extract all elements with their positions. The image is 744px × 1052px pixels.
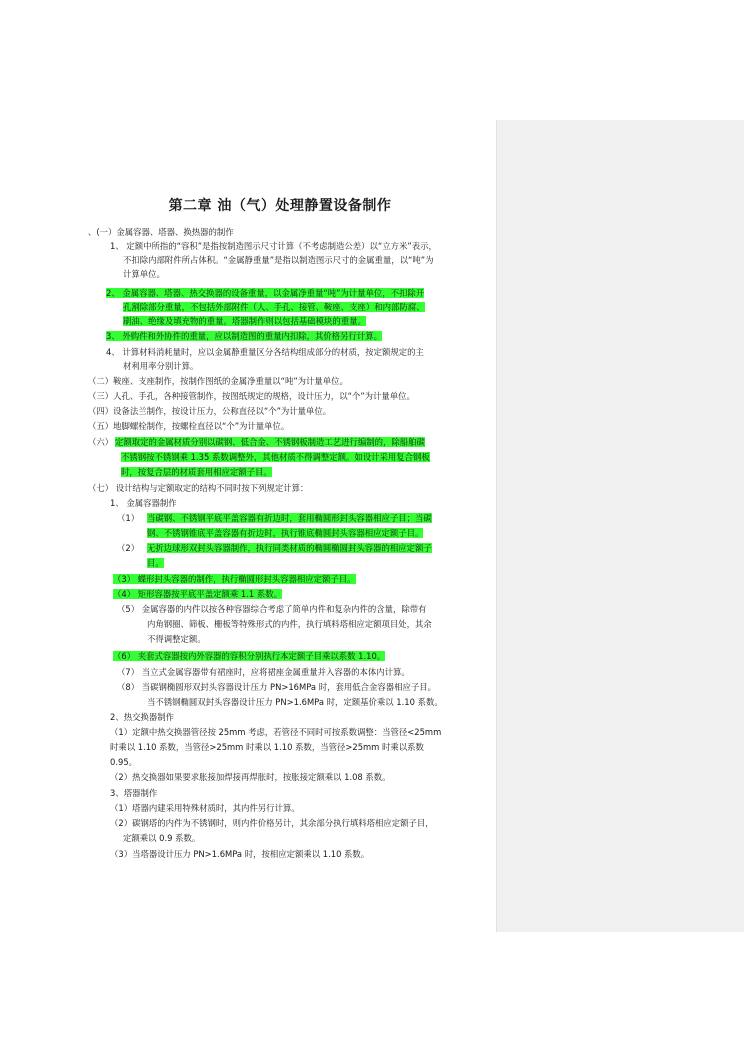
line-text: （三）人孔、手孔，各种接管制作，按图纸规定的规格，设计压力，以“个”为计量单位。: [88, 391, 415, 401]
text-line: [147, 697, 443, 708]
text-line: [88, 437, 113, 448]
line-text: 时乘以 1.10 系数，当管径>25mm 时乘以 1.10 系数，当管径>25mm 时乘以系数: [110, 742, 424, 752]
highlighted-text: 孔割除部分重量，不包括外部附件（人、手孔、接管、鞍座、支座）和内部防腐、: [123, 302, 425, 312]
text-line: [110, 727, 441, 738]
line-text: （七） 设计结构与定额取定的结构不同时按下列规定计算：: [88, 483, 309, 493]
text-line: [147, 558, 164, 569]
line-text: （7） 当立式金属容器带有裙座时，应将裙座金属重量并入容器的本体内计算。: [117, 667, 410, 677]
line-text: （二）鞍座、支座制作，按制作图纸的金属净重量以“吨”为计量单位。: [88, 376, 348, 386]
text-line: [110, 803, 300, 814]
text-line: [117, 513, 139, 524]
text-line: [113, 589, 282, 600]
line-text: （2）热交换器如果要求胀接加焊接再焊胀时，按胀接定额乘以 1.08 系数。: [110, 772, 391, 782]
text-line: [110, 788, 157, 799]
line-text: 不扣除内部附件所占体积。“金属静重量”是指以制造图示尺寸的金属重量，以“吨”为: [123, 255, 434, 265]
text-line: [110, 818, 434, 829]
text-line: [106, 288, 424, 299]
text-line: [123, 302, 425, 313]
text-line: [117, 682, 436, 693]
text-line: [113, 574, 356, 585]
line-text: 0.95。: [110, 757, 138, 767]
text-line: [123, 833, 200, 844]
highlighted-text: 钢、不锈钢锥底平盖容器有折边时，执行锥底椭圆封头容器相应定额子目。: [147, 528, 424, 538]
text-line: [88, 227, 234, 238]
text-line: [110, 498, 177, 509]
text-line: [88, 421, 289, 432]
line-text: 3、塔器制作: [110, 788, 158, 798]
text-line: [147, 528, 423, 539]
text-line: [106, 347, 424, 358]
text-line: [123, 269, 165, 280]
text-line: [117, 604, 427, 615]
text-line: [110, 849, 369, 860]
line-text: 2、热交换器制作: [110, 712, 174, 722]
line-text: （8） 当碳钢椭圆形双封头容器设计压力 PN>16MPa 时，套用低合金容器相应子目。: [117, 682, 436, 692]
text-line: [88, 483, 308, 494]
text-line: [106, 331, 382, 342]
text-line: [123, 255, 433, 266]
line-text: 1、 定额中所指的“容积”是指按制造图示尺寸计算（不考虑制造公差）以“立方米”表示，: [110, 241, 437, 251]
text-line: [147, 619, 432, 630]
text-line: [88, 406, 331, 417]
text-line: [110, 742, 424, 753]
text-line: [121, 452, 430, 463]
highlighted-text: 3、 外购件和外协件的重量，应以制造图的重量内扣除，其价格另行计算。: [106, 331, 382, 341]
chapter-title: 第二章 油（气）处理静置设备制作: [168, 198, 392, 214]
text-line: [88, 376, 348, 387]
text-line: [117, 543, 139, 554]
line-text: 材利用率分别计算。: [123, 361, 199, 371]
line-text: （2）: [117, 543, 140, 553]
line-text: 定额乘以 0.9 系数。: [123, 833, 201, 843]
highlighted-text: 2、 金属容器、塔器、热交换器的设备重量，以金属净重量“吨”为计量单位，不扣除开: [106, 288, 425, 298]
line-text: （2）碳钢塔的内件为不锈钢时，则内件价格另计，其余部分执行填料塔相应定额子目，: [110, 818, 434, 828]
text-line: [115, 437, 425, 448]
highlighted-text: 时，按复合层的材质套用相应定额子目。: [121, 467, 272, 477]
highlighted-text: 当碳钢、不锈钢平底平盖容器有折边时，套用椭圆形封头容器相应子目；当碳: [147, 513, 432, 523]
line-text: （四）设备法兰制作，按设计压力，公称直径以“个”为计量单位。: [88, 406, 332, 416]
text-line: [147, 634, 206, 645]
line-text: （5） 金属容器的内件以按各种容器综合考虑了简单内件和复杂内件的含量，除带有: [117, 604, 427, 614]
text-line: [88, 391, 415, 402]
line-text: （3）当塔器设计压力 PN>1.6MPa 时，按相应定额乘以 1.10 系数。: [110, 849, 370, 859]
highlighted-text: （3） 蝶形封头容器的制作，执行椭圆形封头容器相应定额子目。: [113, 574, 356, 584]
highlighted-text: 目。: [147, 558, 164, 568]
text-line: [110, 772, 391, 783]
text-line: [113, 651, 385, 662]
line-text: （1）塔器内建采用特殊材质时，其内件另行计算。: [110, 803, 300, 813]
line-text: 当不锈钢椭圆双封头容器设计压力 PN>1.6MPa 时，定额基价乘以 1.10 系数。: [147, 697, 443, 707]
line-text: （1）定额中热交换器管径按 25mm 考虑，若管径不同时可按系数调整：当管径<25mm: [110, 727, 442, 737]
highlighted-text: 刷油、绝缘及填充物的重量。塔器制作则以包括基础模块的重量。: [123, 316, 366, 326]
text-line: [121, 467, 272, 478]
highlighted-text: （6） 夹套式容器按内外容器的容积分别执行本定额子目乘以系数 1.10。: [113, 651, 386, 661]
text-line: [110, 757, 137, 768]
highlighted-text: 不锈钢按不锈钢乘 1.35 系数调整外，其他材质不得调整定额。如设计采用复合钢板: [121, 452, 430, 462]
text-line: [147, 543, 432, 554]
text-line: [110, 712, 174, 723]
highlighted-text: 无折边球形双封头容器制作，执行同类材质的椭圆椭圆封头容器的相应定额子: [147, 543, 432, 553]
line-text: 、(一）金属容器、塔器、换热器的制作: [88, 227, 234, 237]
line-text: （五）地脚螺栓制作，按螺栓直径以“个”为计量单位。: [88, 421, 290, 431]
line-text: 4、 计算材料消耗量时，应以金属静重量区分各结构组成部分的材质，按定额规定的主: [106, 347, 424, 357]
line-text: （六）: [88, 437, 114, 447]
comment-markup-pane: [496, 120, 744, 932]
text-line: [117, 667, 410, 678]
text-line: [123, 361, 198, 372]
line-text: （1）: [117, 513, 140, 523]
text-line: [123, 316, 366, 327]
line-text: 1、 金属容器制作: [110, 498, 177, 508]
line-text: 不得调整定额。: [147, 634, 206, 644]
highlighted-text: （4） 矩形容器按平底平盖定额乘 1.1 系数。: [113, 589, 283, 599]
line-text: 内角钢圈、筛板、栅板等特殊形式的内件，执行填料塔相应定额项目处，其余: [147, 619, 432, 629]
text-line: [110, 241, 437, 252]
highlighted-text: 定额取定的金属材质分别以碳钢、低合金、不锈钢板制造工艺进行编制的，除船舶碳: [115, 437, 425, 447]
line-text: 计算单位。: [123, 269, 165, 279]
text-line: [147, 513, 432, 524]
